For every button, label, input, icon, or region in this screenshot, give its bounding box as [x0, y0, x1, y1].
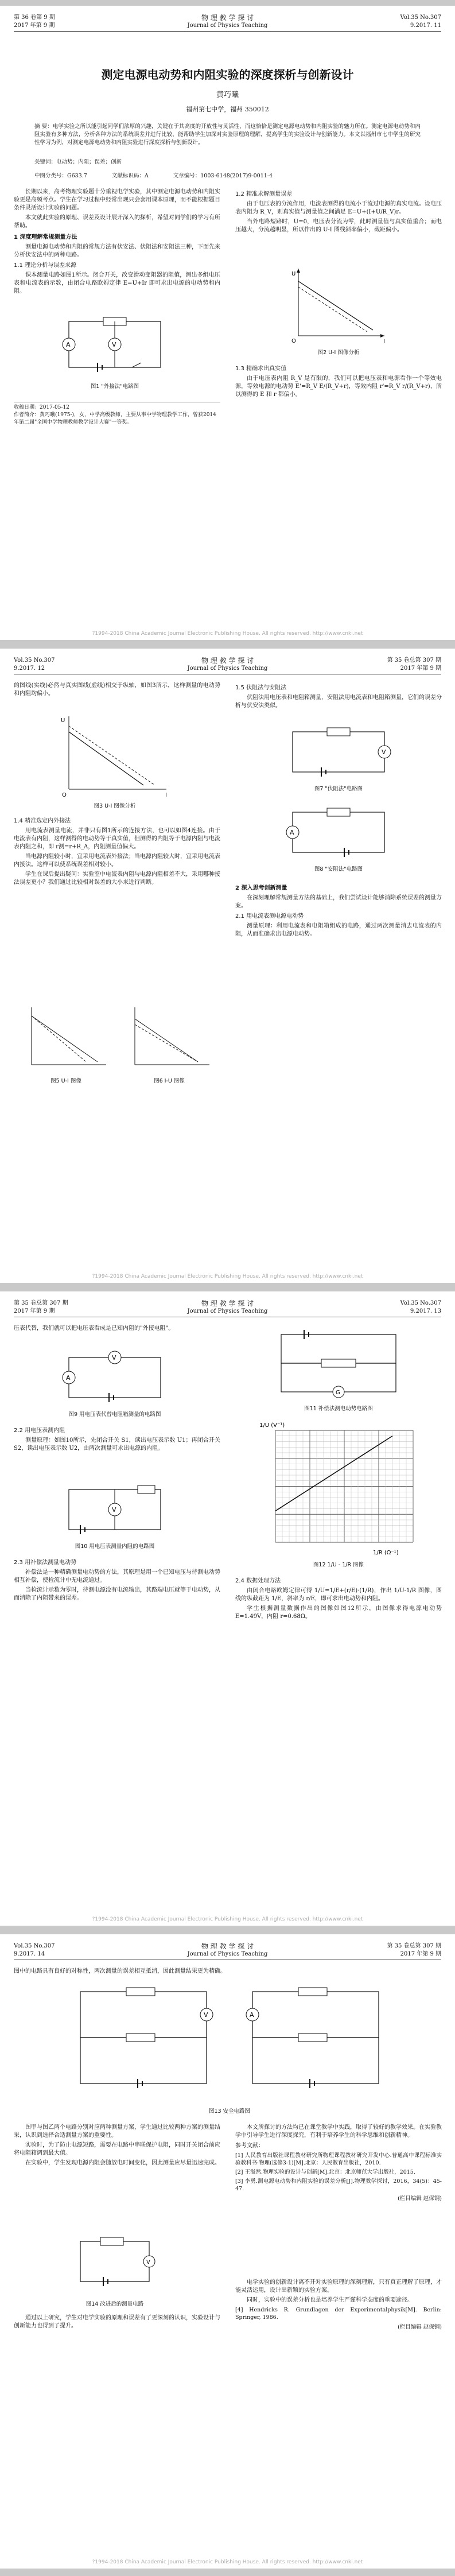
header-volume-en: Vol.35 No.307	[14, 657, 55, 664]
circuit-diagram	[69, 2233, 161, 2296]
body-paragraph: 补偿法是一种精确测量电动势的方法，其原理是用一个已知电压与待测电动势相互补偿，使检流计中无电流通过。	[14, 1569, 220, 1584]
circuit-diagram	[270, 1326, 407, 1400]
figure-caption: 图10 用电压表测量内阻的电路图	[75, 1543, 155, 1550]
figure-caption: 图6 I-U 图像	[154, 1078, 185, 1084]
clc-number: 中图分类号：G633.7	[34, 173, 87, 179]
figure-10-circuit	[57, 1481, 172, 1538]
header-volume: 第 36 卷第 9 期	[14, 14, 55, 21]
svg-text:G: G	[336, 1390, 340, 1396]
circuit-diagram	[57, 1481, 172, 1538]
body-paragraph: 由于电压表内阻 R_V 是有限的，我们可以把电压表和电源看作一个等效电源，等效电源的电动势 E'=R_V E/(R_V+r)，等效内阻 r'=R_V r/(R_V+r)，所以测得的 E 和 r 都偏小。	[235, 375, 442, 398]
body-paragraph: 同时，实验中的误差分析也是培养学生严谨科学态度的重要途径。	[247, 2297, 413, 2303]
figure-12-chart	[258, 1419, 425, 1557]
article-author: 黄巧曦	[216, 91, 239, 99]
journal-name: 物 理 教 学 探 讨	[201, 1299, 254, 1308]
journal-name: 物 理 教 学 探 讨	[201, 1942, 254, 1950]
reference-item: [1] 人民教育出版社课程教材研究所物理课程教材研究开发中心.普通高中课程标准实验教科书·物理(选修3-1)[M].北京：人民教育出版社，2010.	[235, 2152, 442, 2166]
left-column-lower	[14, 1557, 220, 1604]
journal-name-en: Journal of Physics Teaching	[187, 665, 268, 672]
header-volume-en: Vol.35 No.307	[14, 1943, 55, 1949]
subsection-heading: 2.3 用补偿法测量电动势	[14, 1559, 77, 1566]
figure-8-circuit	[281, 804, 396, 861]
section-heading: 2 深入思考创新测量	[235, 885, 287, 891]
svg-text:V: V	[146, 2259, 150, 2265]
figure-caption: 图14 改进后的测量电路	[85, 2301, 144, 2307]
left-column-lower	[14, 815, 220, 889]
ui-graph	[287, 264, 390, 344]
copyright-watermark: ?1994-2018 China Academic Journal Electronic Publishing House. All rights reserved. http://www.cnki.net	[92, 1917, 363, 1922]
figure-9-circuit	[57, 1349, 172, 1406]
svg-text:V: V	[112, 341, 116, 348]
body-paragraph: 由闭合电路欧姆定律可得 1/U=1/E+(r/E)·(1/R)，作出 1/U-1/R 图像，图线的纵截距为 1/E，斜率为 r/E，即可求出电动势和内阻。	[235, 1588, 442, 1602]
left-column	[14, 682, 220, 700]
body-paragraph: 伏阻法用电压表和电阻箱测量，安阻法用电流表和电阻箱测量，它们的误差分析与伏安法类似。	[235, 695, 442, 709]
svg-text:O: O	[291, 338, 296, 344]
ui-graph	[57, 712, 172, 798]
circuit-diagram	[69, 1986, 390, 2106]
body-paragraph: 课本测量电路如图1所示。闭合开关，改变滑动变阻器的阻值，测出多组电压表和电流表的示数，由闭合电路欧姆定律 E=U+Ir 即可求出电源的电动势和内阻。	[14, 272, 220, 294]
abstract: 摘 要：电学实验之所以能引起同学们浓厚的兴趣，关键在于其高度的开放性与灵活性，而这恰恰是测定电源电动势和内阻实验的魅力所在。测定电源电动势和内阻实验有多种方法，分析各种方法的系统误差并进行比较，能帮助学生加深对实验原理的理解，提高学生的实验设计与创新能力。本文以福州市七中学生的研究性学习为例，对测定电源电动势和内阻实验进行深度探析与创新设计。	[34, 123, 421, 146]
subsection-heading: 2.1 用电流表测电源电动势	[235, 913, 304, 920]
svg-text:U: U	[61, 717, 65, 724]
body-paragraph: 在实验中，学生发现电源内阻会随放电时间变化，因此测量应尽量迅速完成。	[25, 2160, 220, 2166]
line-chart	[258, 1419, 425, 1557]
body-paragraph: 的图线(实线)必然与真实图线(虚线)相交于纵轴，如图3所示，这样测量的电动势和内阻均偏小。	[14, 682, 220, 697]
body-paragraph: 学生在课后提出疑问：实验室中电流表内阻与电源内阻相差不大，采用哪种接法误差更小？我们通过比较相对误差的大小来进行判断。	[14, 871, 220, 886]
reference-item: [2] 王溢然.物理实验的设计与创新[M].北京：北京师范大学出版社，2015.	[235, 2169, 415, 2175]
journal-name: 物 理 教 学 探 讨	[201, 657, 254, 665]
svg-text:A: A	[66, 1374, 71, 1382]
author-bio: 作者简介：黄巧曦(1975-)，女，中学高级教师，主要从事中学物理教学工作，曾获2014年第二届"全国中学物理教师教学设计大赛"一等奖。	[14, 412, 216, 425]
right-column-lower	[235, 2279, 442, 2331]
classification-line	[34, 171, 421, 179]
figure-caption: 图13 安全电路图	[208, 2108, 251, 2115]
body-paragraph: 当外电路短路时，U=0，电压表分流为零，此时测量值与真实值重合；而电压越大，分流越明显，所以作出的 U-I 图线斜率偏小，截距偏小。	[235, 219, 442, 233]
figure-3-graph	[57, 712, 172, 798]
header-volume-en: Vol.35 No.307	[400, 14, 441, 21]
body-paragraph: 当检流计示数为零时，待测电源没有电流输出，其路端电压就等于电动势，从而消除了内阻带来的误差。	[14, 1587, 220, 1601]
svg-text:V: V	[204, 2011, 208, 2019]
left-column-mid	[14, 1425, 220, 1454]
keywords: 关键词：电动势；内阻；误差；创新	[34, 159, 122, 165]
page-4	[0, 1934, 455, 2569]
header-page: 9.2017. 14	[14, 1951, 45, 1957]
right-column	[235, 188, 442, 236]
subsection-heading: 1.2 精准求解测量误差	[235, 191, 293, 197]
section-heading: 1 深度理解常规测量方法	[14, 234, 77, 240]
journal-name-en: Journal of Physics Teaching	[187, 1951, 268, 1957]
svg-text:V: V	[112, 1354, 116, 1361]
svg-text:A: A	[250, 2011, 254, 2019]
left-column-lower	[14, 2314, 220, 2332]
subsection-heading: 2.2 用电压表测内阻	[14, 1427, 65, 1434]
column-editor: (栏目编辑 赵保钢)	[398, 2324, 442, 2330]
figure-6-graph	[126, 1004, 212, 1073]
left-column	[14, 2124, 220, 2169]
article-title: 测定电源电动势和内阻实验的深度探析与创新设计	[101, 68, 354, 82]
figure-1-circuit	[57, 310, 172, 379]
header-page: 9.2017. 12	[14, 665, 45, 672]
right-column-lower	[235, 363, 442, 401]
header-volume: 第 35 卷总第 307 期	[14, 1300, 68, 1306]
journal-name-en: Journal of Physics Teaching	[187, 22, 268, 29]
author-affiliation: 福州第七中学，福州 350012	[186, 106, 269, 113]
body-paragraph: 测量原理：如图10所示，先闭合开关 S1，读出电压表示数 U1；再闭合开关 S2，读出电压表示数 U2，由两次测量可求出电源的内阻。	[14, 1437, 220, 1452]
header-issue: 2017 年第 9 期	[14, 22, 55, 29]
right-column-lower	[235, 881, 442, 940]
figure-2-graph	[287, 264, 390, 344]
reference-item: [4] Hendricks R. Grundlagen der Experimentalphysik[M]. Berlin: Springer, 1986.	[235, 2307, 442, 2321]
page-2	[0, 649, 455, 1283]
column-editor: (栏目编辑 赵保钢)	[398, 2195, 442, 2202]
body-paragraph: 测量电源电动势和内阻的常规方法有伏安法、伏阻法和安阻法三种，下面先来分析伏安法中的两种电路。	[14, 244, 220, 258]
running-header	[14, 14, 441, 32]
document-code: 文献标识码：A	[111, 173, 149, 179]
circuit-diagram	[57, 1349, 172, 1406]
figure-11-circuit	[270, 1326, 407, 1400]
svg-text:U: U	[291, 271, 296, 277]
left-column	[14, 1325, 220, 1334]
figure-14-circuit	[69, 2233, 161, 2296]
article-number: 文章编号：1003-6148(2017)9-0011-4	[173, 173, 273, 179]
body-paragraph: 当电源内阻较小时，宜采用电流表外接法；当电源内阻较大时，宜采用电流表内接法。这样可以使系统误差相对较小。	[14, 854, 220, 868]
right-column	[235, 682, 442, 712]
figure-caption: 图5 U-I 图像	[50, 1078, 81, 1084]
body-paragraph: 实验时，为了防止电源短路，需要在电路中串联保护电阻，同时开关闭合前应将电阻箱调到最大值。	[14, 2142, 220, 2156]
subsection-heading: 2.4 数据处理方法	[235, 1578, 281, 1584]
iu-graph	[126, 1004, 212, 1073]
page-1	[0, 6, 455, 640]
right-column-lower	[235, 1575, 442, 1623]
header-page: 9.2017. 11	[410, 22, 441, 29]
circuit-diagram	[281, 804, 396, 861]
header-volume: 第 35 卷总第 307 期	[387, 657, 441, 664]
body-paragraph: 图中的电路具有良好的对称性，两次测量的误差相互抵消，因此测量结果更为精确。	[14, 1968, 226, 1974]
body-paragraph: 用电流表测量电流，并非只有图1所示的连接方法，也可以如图4连接。由于电流表有内阻，这样测得的电动势等于真实值，但测得的内阻等于电源内阻与电流表内阻之和，即 r测=r+R_A，内阻测量值偏大。	[14, 828, 220, 850]
running-header	[14, 1299, 441, 1317]
journal-name-en: Journal of Physics Teaching	[187, 1308, 268, 1314]
figure-caption: 图11 补偿法测电动势电路图	[304, 1406, 373, 1412]
reference-list	[235, 2152, 442, 2193]
figure-7-circuit	[281, 723, 396, 781]
right-column	[235, 2124, 442, 2203]
running-header	[14, 1942, 441, 1960]
figure-caption: 图8 "安阻法"电路图	[314, 866, 363, 872]
body-paragraph: 图甲与图乙两个电路分别对应两种测量方案，学生通过比较两种方案的测量结果，认识到选择合适测量方案的重要性。	[14, 2124, 220, 2139]
y-axis-label: 1/U (V⁻¹)	[259, 1422, 285, 1429]
copyright-watermark: ?1994-2018 China Academic Journal Electronic Publishing House. All rights reserved. http://www.cnki.net	[92, 631, 363, 637]
running-header	[14, 657, 441, 674]
footnote	[14, 402, 220, 426]
header-issue: 2017 年第 9 期	[400, 665, 441, 672]
figure-caption: 图12 1/U - 1/R 图像	[313, 1562, 364, 1568]
copyright-watermark: ?1994-2018 China Academic Journal Electronic Publishing House. All rights reserved. http://www.cnki.net	[92, 1274, 363, 1279]
body-paragraph: 学生根据测量数据作出的图像如图12所示，由图像求得电源电动势 E=1.49V，内阻 r=0.68Ω。	[235, 1605, 442, 1620]
reference-list	[235, 2306, 442, 2321]
references-heading: 参考文献：	[235, 2143, 264, 2149]
header-volume-en: Vol.35 No.307	[400, 1300, 441, 1306]
svg-text:A: A	[290, 829, 294, 836]
body-paragraph: 电学实验的创新设计离不开对实验原理的深刻理解，只有真正理解了原理，才能灵活运用，设计出新颖的实验方案。	[235, 2279, 442, 2294]
subsection-heading: 1.5 伏阻法与安阻法	[235, 685, 287, 691]
left-column	[14, 188, 220, 297]
body-paragraph: 在深刻理解常规测量方法的基础上，我们尝试设计能够消除系统误差的测量方案。	[235, 895, 442, 909]
intro-line	[14, 1968, 441, 1977]
chart-grid	[275, 1430, 413, 1542]
figure-caption: 图9 用电压表代替电阻箱测量的电路图	[68, 1411, 161, 1418]
figure-caption: 图7 "伏阻法"电路图	[314, 786, 363, 792]
figure-caption: 图1 "外接法"电路图	[90, 383, 139, 390]
reference-item: [3] 李勇.测电源电动势和内阻实验的误差分析[J].物理教学探讨，2016，34(5)：45-47.	[235, 2178, 442, 2192]
body-paragraph: 由于电压表的分流作用，电流表测得的电流小于流过电源的真实电流。设电压表内阻为 R_V，则真实值与测量值之间满足 E=U+(I+U/R_V)r。	[235, 201, 442, 215]
svg-text:A: A	[66, 341, 71, 348]
svg-text:V: V	[112, 1506, 116, 1514]
svg-text:V: V	[382, 748, 386, 756]
figure-caption: 图2 U-I 图像分析	[317, 350, 360, 356]
body-paragraph: 通过以上研究，学生对电学实验的原理和误差有了更深刻的认识，实验设计与创新能力也得到了提升。	[14, 2315, 220, 2329]
svg-text:I: I	[383, 339, 385, 344]
subsection-heading: 1.4 精准选定内外接法	[14, 818, 71, 824]
copyright-watermark: ?1994-2018 China Academic Journal Electronic Publishing House. All rights reserved. http://www.cnki.net	[92, 2559, 363, 2565]
subsection-heading: 1.1 理论分析与误差来源	[14, 262, 77, 269]
svg-text:I: I	[165, 792, 167, 798]
x-axis-label: 1/R (Ω⁻¹)	[373, 1550, 399, 1556]
intro-paragraph: 本文就此实验的原理、误差及设计展开深入的探析，希望对同学们的学习有所帮助。	[14, 215, 220, 229]
header-volume: 第 35 卷总第 307 期	[387, 1943, 441, 1949]
figure-5-graph	[23, 1004, 109, 1073]
body-paragraph: 测量原理：利用电流表和电阻箱组成的电路，通过两次测量消去电流表的内阻，从而准确求出电源电动势。	[235, 923, 442, 937]
header-issue: 2017 年第 9 期	[400, 1951, 441, 1957]
header-page: 9.2017. 13	[410, 1308, 441, 1314]
ui-graph	[23, 1004, 109, 1073]
body-paragraph: 本文所探讨的方法均已在课堂教学中实践，取得了较好的教学效果。在实验教学中引导学生进行深度探究，有利于培养学生的科学思维和创新精神。	[235, 2124, 442, 2139]
figure-13-circuits	[69, 1986, 390, 2106]
subsection-heading: 1.3 精确求出真实值	[235, 366, 287, 372]
body-paragraph: 压表代替，我们就可以把电压表看成是已知内阻的"外接电阻"。	[14, 1325, 174, 1332]
header-issue: 2017 年第 9 期	[14, 1308, 55, 1314]
intro-paragraph: 长期以来，高考物理实验题十分重视电学实验，其中测定电源电动势和内阻实验更是高频考点。学生在学习过程中经常出现只会套用课本原理，而不能根据题目条件灵活设计实验的问题。	[14, 189, 220, 211]
journal-name: 物 理 教 学 探 讨	[201, 14, 254, 22]
page-3	[0, 1291, 455, 1926]
svg-text:O: O	[62, 792, 67, 798]
circuit-diagram	[57, 310, 172, 379]
circuit-diagram	[281, 723, 396, 781]
figure-caption: 图3 U-I 图像分析	[94, 803, 136, 809]
received-date: 收稿日期：2017-05-12	[14, 405, 69, 410]
